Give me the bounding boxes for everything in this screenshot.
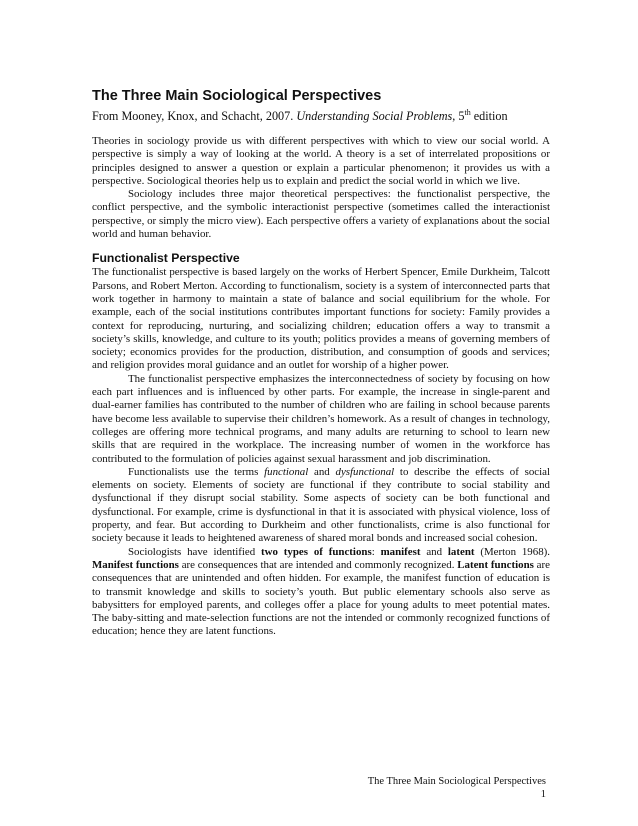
intro-paragraph-2: Sociology includes three major theoretical perspectives: the functionalist perspective, the conflict perspective, and the symbolic interactionist perspective (sometimes called the interactionist perspective, or simply the micro view). Each perspective offers a variety of explanations about the social world and human behavior. xyxy=(92,188,550,241)
text-run: Functionalists use the terms xyxy=(128,465,265,478)
term-manifest-functions: Manifest functions xyxy=(92,558,179,571)
page-footer xyxy=(368,775,546,801)
footer-running-title: The Three Main Sociological Perspectives xyxy=(367,776,546,787)
page-number: 1 xyxy=(540,789,546,800)
edition-number: , 5 xyxy=(452,109,465,123)
text-run: to describe the effects of social elements on society. Elements of society are functional if they contribute to social stability and dysfunctional if they disrupt social stability. Some aspects of society can be both functional and dysfunctional. For example, crime is dysfunctional in that it is associated with physical violence, loss of property, and fear. But according to Durkheim and other functionalists, crime is also functional for society because it leads to heightened awareness of shared moral bonds and increased social cohesion. xyxy=(92,465,550,545)
functionalist-paragraph-4 xyxy=(92,546,550,639)
book-title: Understanding Social Problems xyxy=(296,109,453,123)
text-run: : xyxy=(371,545,381,558)
term-functional: functional xyxy=(264,465,309,478)
text-run: and xyxy=(420,545,448,558)
term-two-types: two types of functions xyxy=(261,545,372,558)
text-run: are consequences that are unintended and often hidden. For example, the manifest function of education is to transmit knowledge and skills to society’s youth. But public elementary schools also serve as babysitters for employed parents, and colleges offer a place for young adults to meet potential mates. The baby-sitting and mate-selection functions are not the intended or commonly recognized functions of education; hence they are latent functions. xyxy=(92,558,550,638)
term-dysfunctional: dysfunctional xyxy=(335,465,395,478)
intro-paragraph-1: Theories in sociology provide us with different perspectives with which to view our social world. A perspective is simply a way of looking at the world. A theory is a set of interrelated propositions or principles designed to answer a question or explain a particular phenomenon; it provides us with a perspective. Sociological theories help us to explain and predict the social world in which we live. xyxy=(92,135,550,187)
functionalist-paragraph-1: The functionalist perspective is based largely on the works of Herbert Spencer, Emile Durkheim, Talcott Parsons, and Robert Merton. According to functionalism, society is a system of interconnected parts that work together in harmony to maintain a state of balance and social equilibrium for the whole. For example, each of the social institutions contributes important functions for society: Family provides a context for reproducing, nurturing, and socializing children; education offers a way to transmit a society’s skills, knowledge, and culture to its youth; politics provides a means of governing members of society; economics provides for the production, distribution, and consumption of goods and services; and religion provides moral guidance and an outlet for worship of a higher power. xyxy=(92,266,550,372)
term-manifest: manifest xyxy=(380,545,421,558)
text-run: (Merton 1968). xyxy=(474,545,550,558)
citation-prefix: From Mooney, Knox, and Schacht, 2007. xyxy=(92,109,297,123)
text-run: Sociologists have identified xyxy=(128,545,262,558)
document-page xyxy=(92,87,550,639)
section-heading-functionalist: Functionalist Perspective xyxy=(92,251,240,266)
term-latent: latent xyxy=(447,545,475,558)
functionalist-paragraph-2: The functionalist perspective emphasizes the interconnectedness of society by focusing on how each part influences and is influenced by other parts. For example, the increase in single-parent and dual-earner families has contributed to the number of children who are failing in school because parents have become less available to supervise their children’s homework. As a result of changes in technology, colleges are offering more technical programs, and many adults are returning to school to learn new skills that are required in the workplace. The increasing number of women in the workforce has contributed to the formulation of policies against sexual harassment and job discrimination. xyxy=(92,372,550,465)
document-title: The Three Main Sociological Perspectives xyxy=(92,88,382,104)
text-run: are consequences that are intended and commonly recognized. xyxy=(178,558,458,571)
text-run: and xyxy=(308,465,336,478)
edition-superscript: th xyxy=(464,108,471,117)
edition-suffix: edition xyxy=(470,109,508,123)
term-latent-functions: Latent functions xyxy=(457,558,534,571)
functionalist-paragraph-3 xyxy=(92,466,550,546)
citation-line xyxy=(92,108,550,124)
